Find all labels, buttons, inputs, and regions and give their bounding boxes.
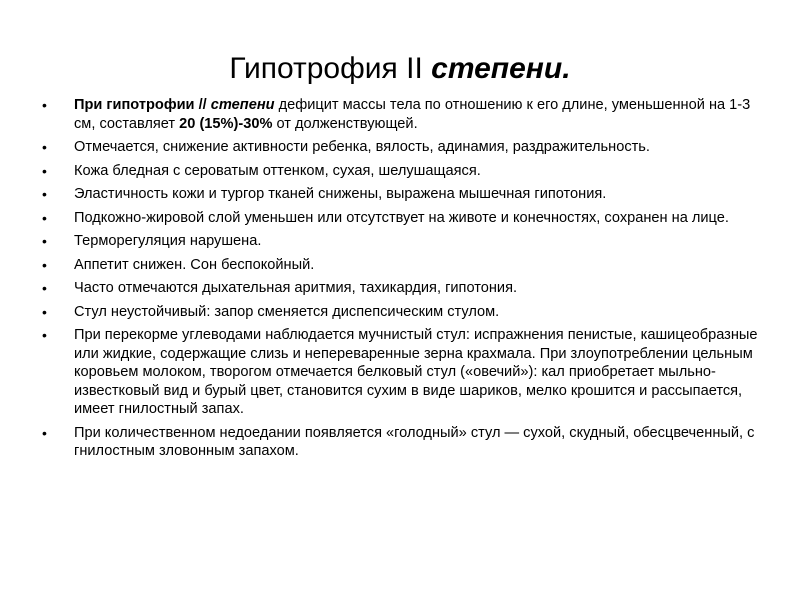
bullet-marker: •	[42, 139, 47, 155]
bullet-text: Терморегуляция нарушена.	[74, 233, 262, 249]
bullet-text: Отмечается, снижение активности ребенка, вялость, адинамия, раздражительность.	[74, 139, 650, 155]
bullet-item	[42, 279, 762, 298]
bullet-text: дефицит массы тела по отношению к его длине, уменьшенной на 1-3 см, составляет	[74, 97, 751, 132]
bullet-marker: •	[42, 256, 47, 273]
bullet-text-bold-italic: степени	[210, 97, 275, 113]
slide-title-emphasis: степени.	[431, 52, 571, 85]
bullet-text: от долженствующей.	[272, 115, 418, 132]
bullet-text: Кожа бледная с сероватым оттенком, сухая, шелушащаяся.	[74, 162, 481, 179]
slide-title	[0, 50, 800, 88]
bullet-item	[42, 185, 762, 204]
bullet-item	[42, 138, 762, 157]
bullet-text: Аппетит снижен. Сон беспокойный.	[74, 256, 315, 273]
bullet-item	[42, 96, 762, 133]
bullet-item	[42, 232, 762, 251]
bullet-item	[42, 303, 762, 322]
bullet-text: Стул неустойчивый: запор сменяется диспепсическим стулом.	[74, 303, 500, 320]
bullet-list	[42, 96, 762, 466]
bullet-text: При количественном недоедании появляется «голодный» стул — сухой, скудный, обесцвеченный, с гнилостным зловонным запахом.	[74, 424, 755, 459]
slide-title-main: Гипотрофия II	[229, 52, 432, 85]
bullet-marker: •	[42, 233, 47, 249]
bullet-marker: •	[42, 280, 47, 296]
bullet-text: При перекорме углеводами наблюдается мучнистый стул: испражнения пенистые, кашицеобразные или жидкие, содержащие слизь и непереваренные зерна крахмала. При злоупотреблении цельным коровьем молоком, творогом отмечается белковый стул («овечий»): кал приобретает мыльно-известковый вид и бурый цвет, становится сухим в виде шариков, мелко крошится и рассыпается, имеет гнилостный запах.	[74, 327, 758, 417]
bullet-marker: •	[42, 186, 47, 202]
bullet-marker: •	[42, 327, 47, 343]
bullet-item	[42, 326, 762, 419]
bullet-text-bold-percent: 20 (15%)-30%	[179, 115, 273, 132]
bullet-item	[42, 256, 762, 275]
bullet-item	[42, 209, 762, 228]
bullet-text-bold: При гипотрофии //	[74, 97, 211, 113]
bullet-text: Эластичность кожи и тургор тканей снижены, выражена мышечная гипотония.	[74, 186, 607, 202]
bullet-marker: •	[42, 162, 47, 179]
bullet-marker: •	[42, 209, 47, 226]
bullet-item	[42, 162, 762, 181]
bullet-marker: •	[42, 424, 47, 441]
bullet-marker: •	[42, 303, 47, 320]
bullet-marker: •	[42, 97, 47, 113]
bullet-text: Подкожно-жировой слой уменьшен или отсутствует на животе и конечностях, сохранен на лице.	[74, 209, 729, 226]
bullet-item	[42, 424, 762, 461]
bullet-text: Часто отмечаются дыхательная аритмия, тахикардия, гипотония.	[74, 280, 518, 296]
